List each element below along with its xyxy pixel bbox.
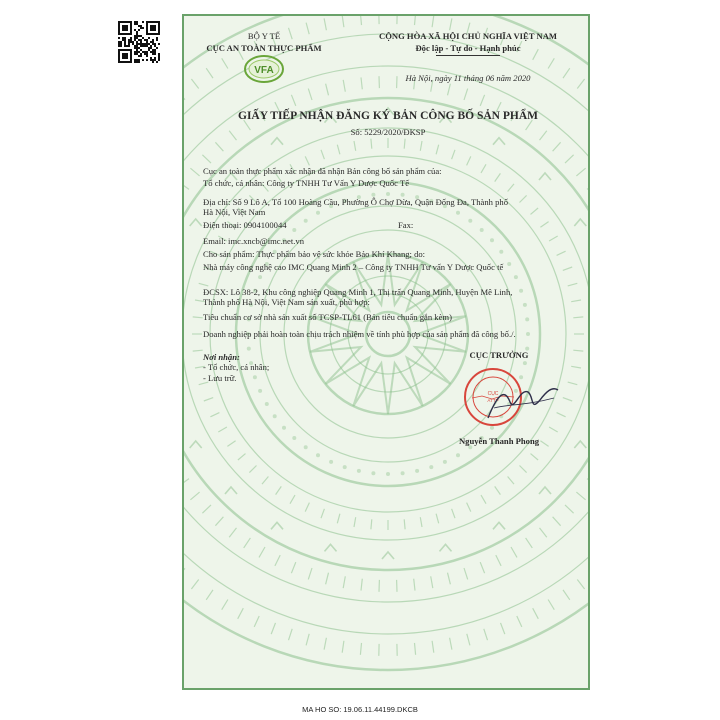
svg-text:ATTP: ATTP xyxy=(487,398,499,403)
body-line-address-cont: Hà Nội, Việt Nam xyxy=(203,207,266,217)
signatory-title: CỤC TRƯỞNG xyxy=(469,350,529,360)
body-line-manufacturer: Nhà máy công nghệ cao IMC Quang Minh 2 – Công ty TNHH Tư vấn Y Dược Quốc tế xyxy=(203,262,504,272)
vfa-logo-icon xyxy=(243,54,285,84)
signature-scribble xyxy=(484,378,564,426)
body-line-intro: Cục an toàn thực phẩm xác nhận đã nhận Bản công bố sản phẩm của: xyxy=(203,166,442,176)
body-line-phone: Điện thoại: 0904100044 xyxy=(203,220,287,230)
body-line-product: Cho sản phẩm: Thực phẩm bảo vệ sức khỏe Bảo Khí Khang; do: xyxy=(203,249,426,259)
record-code: MA HO SO: 19.06.11.44199.DKCB xyxy=(302,705,418,714)
body-line-standard: Tiêu chuẩn cơ sở nhà sản xuất số TCSP-TL61 (Bản tiêu chuẩn gắn kèm) xyxy=(203,312,452,322)
body-line-address: Địa chỉ: Số 9 Lô A, Tổ 100 Hoàng Cầu, Phường Ô Chợ Dừa, Quận Đống Đa, Thành phố xyxy=(203,197,508,207)
body-line-responsibility: Doanh nghiệp phải hoàn toàn chịu trách nhiệm về tính phù hợp của sản phẩm đã công bố./. xyxy=(203,329,516,339)
svg-text:CỤC: CỤC xyxy=(487,391,499,397)
body-line-organization: Tổ chức, cá nhân: Công ty TNHH Tư Vấn Y Dược Quốc Tế xyxy=(203,178,410,188)
body-line-email: Email: imc.xncb@imc.net.vn xyxy=(203,236,304,246)
recipients-heading: Nơi nhận: xyxy=(203,352,240,362)
document-number: Số: 5229/2020/ĐKSP xyxy=(350,127,426,137)
signatory-name: Nguyễn Thanh Phong xyxy=(458,436,540,446)
ministry-name: BỘ Y TẾ xyxy=(247,31,281,41)
qr-code-icon xyxy=(118,21,160,63)
recipient-item: - Tổ chức, cá nhân; xyxy=(203,362,270,372)
national-motto: Độc lập - Tự do - Hạnh phúc xyxy=(415,43,521,53)
body-line-production-address-cont: Thành phố Hà Nội, Việt Nam sản xuất, phù hợp: xyxy=(203,297,370,307)
vfa-logo-text: VFA xyxy=(254,65,274,76)
place-and-date: Hà Nội, ngày 11 tháng 06 năm 2020 xyxy=(405,73,531,83)
department-name: CỤC AN TOÀN THỰC PHẨM xyxy=(206,43,322,53)
body-line-production-address: ĐCSX: Lô 38-2, Khu công nghiệp Quang Minh 1, Thị trấn Quang Minh, Huyện Mê Linh, xyxy=(203,287,513,297)
motto-underline xyxy=(436,55,500,56)
nation-name: CỘNG HÒA XÃ HỘI CHỦ NGHĨA VIỆT NAM xyxy=(378,31,558,41)
recipient-item: - Lưu trữ. xyxy=(203,373,237,383)
body-line-fax: Fax: xyxy=(398,220,414,230)
document-title: GIẤY TIẾP NHẬN ĐĂNG KÝ BẢN CÔNG BỐ SẢN PHẨM xyxy=(238,110,538,122)
certificate-document xyxy=(182,14,590,690)
